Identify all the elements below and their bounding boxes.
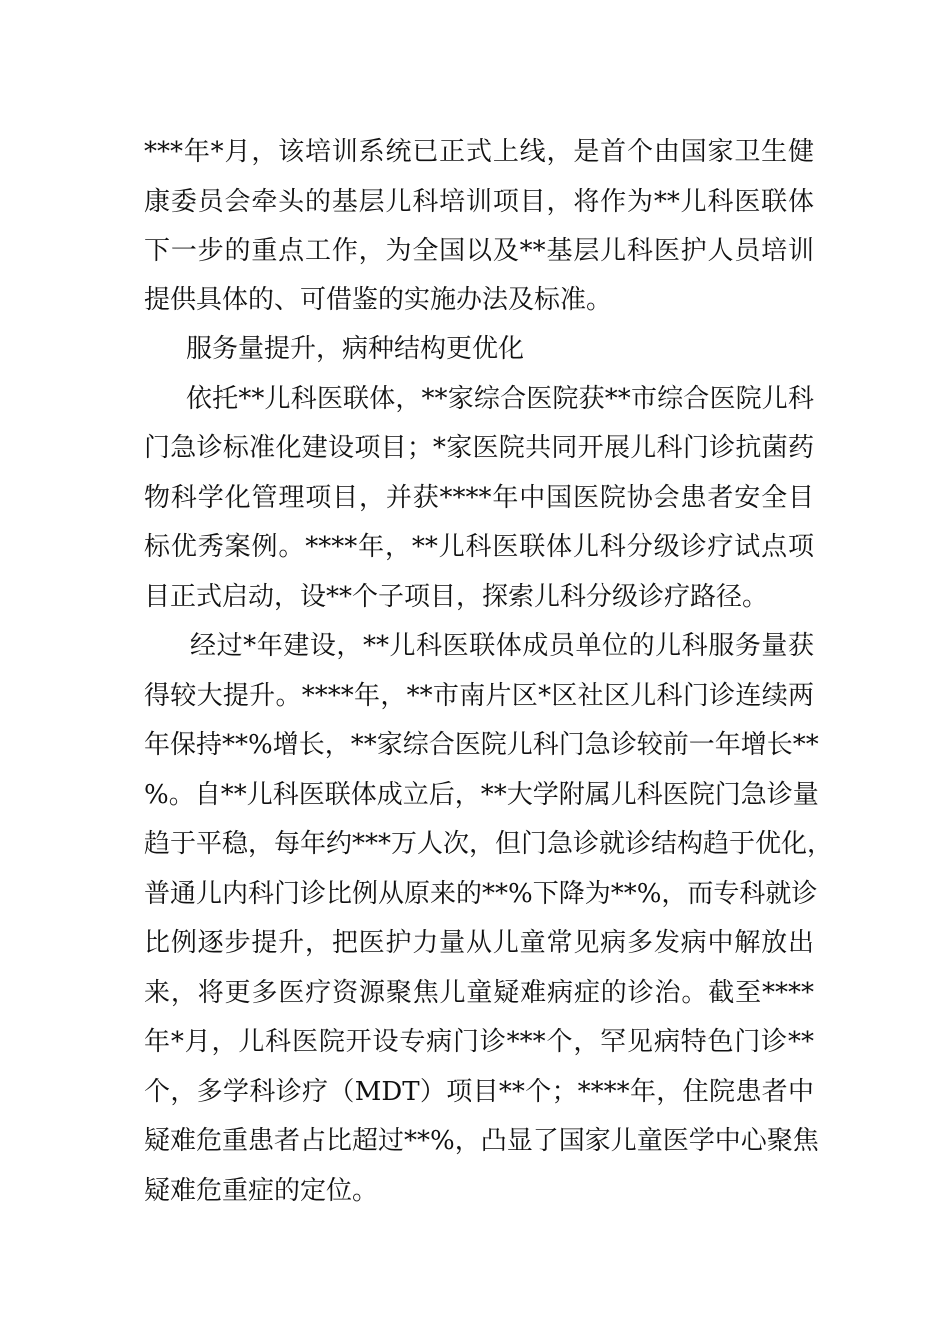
- text-line: 标优秀案例。****年，**儿科医联体儿科分级诊疗试点项: [144, 532, 814, 562]
- text-line: 年*月，儿科医院开设专病门诊***个，罕见病特色门诊**: [144, 1027, 814, 1057]
- text-line: ***年*月，该培训系统已正式上线，是首个由国家卫生健: [144, 137, 814, 167]
- text-line: 下一步的重点工作，为全国以及**基层儿科医护人员培训: [144, 236, 814, 266]
- text-line: 门急诊标准化建设项目；*家医院共同开展儿科门诊抗菌药: [144, 433, 814, 463]
- text-line: 目正式启动，设**个子项目，探索儿科分级诊疗路径。: [144, 582, 769, 612]
- text-line: 疑难危重患者占比超过**%，凸显了国家儿童医学中心聚焦: [144, 1126, 819, 1156]
- text-line: 提供具体的、可借鉴的实施办法及标准。: [144, 285, 613, 315]
- text-line: 依托**儿科医联体，**家综合医院获**市综合医院儿科: [186, 384, 814, 414]
- text-line: 疑难危重症的定位。: [144, 1176, 379, 1206]
- text-line: 年保持**%增长，**家综合医院儿科门急诊较前一年增长**: [144, 730, 819, 760]
- text-line: 个，多学科诊疗（MDT）项目**个；****年，住院患者中: [144, 1077, 814, 1107]
- text-line: 得较大提升。****年，**市南片区*区社区儿科门诊连续两: [144, 681, 814, 711]
- section-heading: 服务量提升，病种结构更优化: [186, 334, 525, 364]
- text-line: 趋于平稳，每年约***万人次，但门急诊就诊结构趋于优化，: [144, 829, 834, 859]
- text-line: %。自**儿科医联体成立后，**大学附属儿科医院门急诊量: [144, 780, 819, 810]
- text-line: 康委员会牵头的基层儿科培训项目，将作为**儿科医联体: [144, 187, 814, 217]
- text-line: 来，将更多医疗资源聚焦儿童疑难病症的诊治。截至****: [144, 978, 814, 1008]
- text-line: 普通儿内科门诊比例从原来的**%下降为**%，而专科就诊: [144, 879, 818, 909]
- text-line: 物科学化管理项目，并获****年中国医院协会患者安全目: [144, 483, 814, 513]
- text-line: 比例逐步提升，把医护力量从儿童常见病多发病中解放出: [144, 928, 814, 958]
- text-line: 经过*年建设，**儿科医联体成员单位的儿科服务量获: [190, 631, 814, 661]
